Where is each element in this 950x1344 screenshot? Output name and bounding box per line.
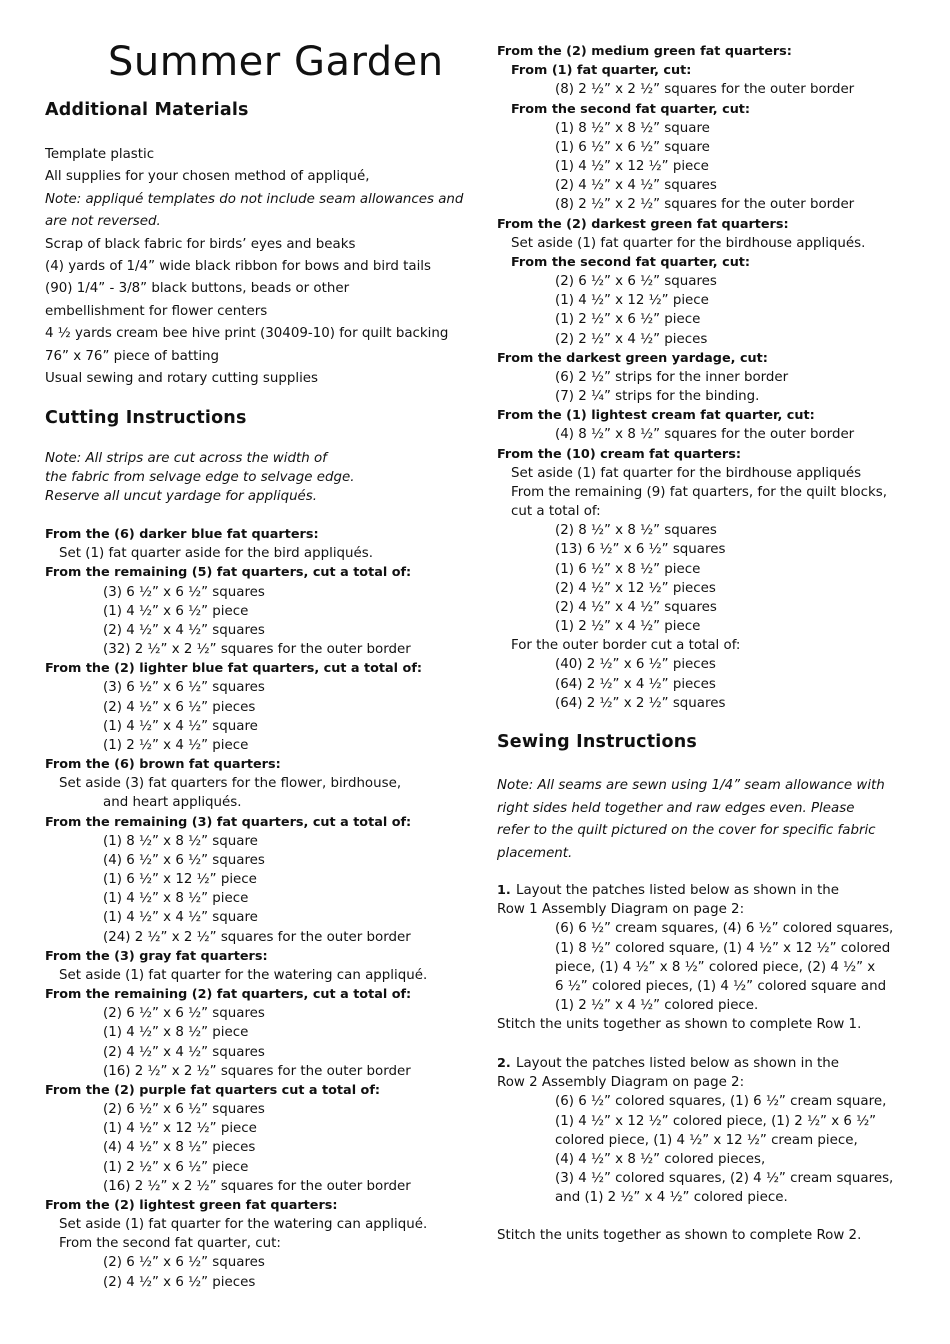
cutting-note-line: Reserve all uncut yardage for appliqués. [45, 489, 318, 504]
materials-item: Scrap of black fabric for birds’ eyes and beaks [45, 237, 356, 252]
cutting-item: Set aside (1) fat quarter for the watering can appliqué. [59, 968, 428, 983]
sewing-note-line: refer to the quilt pictured on the cover for specific fabric [497, 823, 876, 838]
cutting-item: (2) 4 ½” x 4 ½” squares [555, 178, 717, 193]
cutting-item: (40) 2 ½” x 6 ½” pieces [555, 657, 716, 672]
cutting-item: (6) 2 ½” strips for the inner border [555, 370, 789, 385]
cutting-item: (64) 2 ½” x 2 ½” squares [555, 696, 726, 711]
cutting-group-heading: From the (2) purple fat quarters cut a total of: [45, 1083, 381, 1098]
cutting-item: For the outer border cut a total of: [511, 638, 741, 653]
cutting-item: (1) 6 ½” x 6 ½” square [555, 140, 710, 155]
step-line: 6 ½” colored pieces, (1) 4 ½” colored square and [555, 979, 887, 994]
cutting-item: (1) 6 ½” x 12 ½” piece [103, 872, 257, 887]
cutting-group-heading: From the darkest green yardage, cut: [497, 351, 768, 366]
cutting-item: (2) 6 ½” x 6 ½” squares [103, 1102, 265, 1117]
cutting-group-heading: From the (1) lightest cream fat quarter, cut: [497, 408, 815, 423]
materials-item: Usual sewing and rotary cutting supplies [45, 371, 319, 386]
cutting-item: (1) 4 ½” x 12 ½” piece [555, 159, 709, 174]
page-title: Summer Garden [108, 39, 444, 85]
cutting-item: (16) 2 ½” x 2 ½” squares for the outer border [103, 1179, 411, 1194]
cutting-instructions-heading: Cutting Instructions [45, 408, 247, 428]
step-line: colored piece, (1) 4 ½” x 12 ½” cream piece, [555, 1133, 858, 1148]
materials-item: (4) yards of 1/4” wide black ribbon for bows and bird tails [45, 259, 432, 274]
cutting-item: Set aside (1) fat quarter for the birdhouse appliqués [511, 466, 862, 481]
cutting-item: (2) 2 ½” x 4 ½” pieces [555, 332, 708, 347]
cutting-group-heading: From the second fat quarter, cut: [511, 102, 751, 117]
cutting-group-heading: From the (2) medium green fat quarters: [497, 44, 792, 59]
cutting-item: Set aside (3) fat quarters for the flower, birdhouse, [59, 776, 402, 791]
cutting-item: (1) 2 ½” x 4 ½” piece [555, 619, 701, 634]
sewing-note-line: Note: All seams are sewn using 1/4” seam allowance with [497, 778, 885, 793]
cutting-group-heading: From the second fat quarter, cut: [511, 255, 751, 270]
materials-item: Template plastic [45, 147, 155, 162]
cutting-group-heading: From the (6) darker blue fat quarters: [45, 527, 319, 542]
materials-item: embellishment for flower centers [45, 304, 268, 319]
cutting-group-heading: From the remaining (2) fat quarters, cut a total of: [45, 987, 412, 1002]
cutting-item: (8) 2 ½” x 2 ½” squares for the outer border [555, 197, 855, 212]
step-line: (6) 6 ½” cream squares, (4) 6 ½” colored squares, [555, 921, 894, 936]
cutting-item: (24) 2 ½” x 2 ½” squares for the outer border [103, 930, 411, 945]
cutting-group-heading: From the (2) lighter blue fat quarters, cut a total of: [45, 661, 423, 676]
cutting-item: (8) 2 ½” x 2 ½” squares for the outer border [555, 82, 855, 97]
cutting-item: (4) 4 ½” x 8 ½” pieces [103, 1140, 256, 1155]
cutting-group-heading: From the (10) cream fat quarters: [497, 447, 741, 462]
cutting-item: (2) 4 ½” x 6 ½” pieces [103, 1275, 256, 1290]
sewing-note-line: placement. [497, 846, 573, 861]
materials-item: (90) 1/4” - 3/8” black buttons, beads or other [45, 281, 350, 296]
cutting-item: cut a total of: [511, 504, 601, 519]
cutting-group-heading: From the (2) lightest green fat quarters: [45, 1198, 338, 1213]
additional-materials-heading: Additional Materials [45, 100, 249, 120]
cutting-item: (2) 6 ½” x 6 ½” squares [103, 1255, 265, 1270]
cutting-item: (2) 6 ½” x 6 ½” squares [555, 274, 717, 289]
cutting-item: (1) 2 ½” x 4 ½” piece [103, 738, 249, 753]
cutting-item: (1) 4 ½” x 4 ½” square [103, 719, 258, 734]
cutting-item: (2) 8 ½” x 8 ½” squares [555, 523, 717, 538]
cutting-item: (2) 6 ½” x 6 ½” squares [103, 1006, 265, 1021]
cutting-item: (3) 6 ½” x 6 ½” squares [103, 585, 265, 600]
cutting-group-heading: From (1) fat quarter, cut: [511, 63, 692, 78]
step-line: (4) 4 ½” x 8 ½” colored pieces, [555, 1152, 766, 1167]
cutting-item: (1) 4 ½” x 8 ½” piece [103, 1025, 249, 1040]
cutting-group-heading: From the (2) darkest green fat quarters: [497, 217, 789, 232]
cutting-item: (1) 8 ½” x 8 ½” square [555, 121, 710, 136]
step-number: 2. [497, 1056, 511, 1071]
step-number: 1. [497, 883, 511, 898]
sewing-note-line: right sides held together and raw edges even. Please [497, 801, 855, 816]
step-line: (1) 4 ½” x 12 ½” colored piece, (1) 2 ½” x 6 ½” [555, 1114, 877, 1129]
step-line: Layout the patches listed below as shown in the [516, 1056, 840, 1071]
cutting-item: (1) 2 ½” x 6 ½” piece [103, 1160, 249, 1175]
step-line: Row 2 Assembly Diagram on page 2: [497, 1075, 745, 1090]
cutting-item: (2) 4 ½” x 6 ½” pieces [103, 700, 256, 715]
materials-item: 76” x 76” piece of batting [45, 349, 220, 364]
materials-item: 4 ½ yards cream bee hive print (30409-10) for quilt backing [45, 326, 449, 341]
step-line: (1) 2 ½” x 4 ½” colored piece. [555, 998, 759, 1013]
cutting-item: (1) 4 ½” x 8 ½” piece [103, 891, 249, 906]
step-2-closing: Stitch the units together as shown to complete Row 2. [497, 1228, 862, 1243]
cutting-item: (64) 2 ½” x 4 ½” pieces [555, 677, 716, 692]
step-line: (3) 4 ½” colored squares, (2) 4 ½” cream squares, [555, 1171, 894, 1186]
cutting-item: (1) 4 ½” x 6 ½” piece [103, 604, 249, 619]
cutting-item: (2) 4 ½” x 12 ½” pieces [555, 581, 716, 596]
materials-item: Note: appliqué templates do not include seam allowances and [45, 192, 464, 207]
step-line: piece, (1) 4 ½” x 8 ½” colored piece, (2) 4 ½” x [555, 960, 876, 975]
cutting-item: (1) 4 ½” x 12 ½” piece [103, 1121, 257, 1136]
cutting-item: Set aside (1) fat quarter for the birdhouse appliqués. [511, 236, 866, 251]
cutting-item: From the second fat quarter, cut: [59, 1236, 281, 1251]
cutting-item: (32) 2 ½” x 2 ½” squares for the outer border [103, 642, 411, 657]
cutting-item: (2) 4 ½” x 4 ½” squares [103, 623, 265, 638]
cutting-group-heading: From the (3) gray fat quarters: [45, 949, 268, 964]
cutting-item: (16) 2 ½” x 2 ½” squares for the outer border [103, 1064, 411, 1079]
cutting-item: (4) 6 ½” x 6 ½” squares [103, 853, 265, 868]
cutting-item: (2) 4 ½” x 4 ½” squares [103, 1045, 265, 1060]
cutting-item: (1) 4 ½” x 4 ½” square [103, 910, 258, 925]
cutting-item: (2) 4 ½” x 4 ½” squares [555, 600, 717, 615]
cutting-group-heading: From the remaining (5) fat quarters, cut a total of: [45, 565, 412, 580]
step-line: (1) 8 ½” colored square, (1) 4 ½” x 12 ½” colored [555, 941, 891, 956]
cutting-item: (1) 4 ½” x 12 ½” piece [555, 293, 709, 308]
cutting-item: (4) 8 ½” x 8 ½” squares for the outer border [555, 427, 855, 442]
step-line: Row 1 Assembly Diagram on page 2: [497, 902, 745, 917]
cutting-item: Set (1) fat quarter aside for the bird appliqués. [59, 546, 373, 561]
step-line: Stitch the units together as shown to complete Row 1. [497, 1017, 862, 1032]
sewing-instructions-heading: Sewing Instructions [497, 732, 697, 752]
cutting-group-heading: From the (6) brown fat quarters: [45, 757, 281, 772]
cutting-item: (1) 6 ½” x 8 ½” piece [555, 562, 701, 577]
cutting-item: (1) 8 ½” x 8 ½” square [103, 834, 258, 849]
cutting-item: Set aside (1) fat quarter for the watering can appliqué. [59, 1217, 428, 1232]
step-line: Layout the patches listed below as shown in the [516, 883, 840, 898]
materials-item: All supplies for your chosen method of appliqué, [45, 169, 370, 184]
cutting-note-line: Note: All strips are cut across the width of [45, 451, 327, 466]
cutting-item: and heart appliqués. [103, 795, 242, 810]
cutting-item: (3) 6 ½” x 6 ½” squares [103, 680, 265, 695]
cutting-item: (1) 2 ½” x 6 ½” piece [555, 312, 701, 327]
cutting-item: (13) 6 ½” x 6 ½” squares [555, 542, 726, 557]
cutting-item: (7) 2 ¼” strips for the binding. [555, 389, 760, 404]
step-line: and (1) 2 ½” x 4 ½” colored piece. [555, 1190, 788, 1205]
cutting-item: From the remaining (9) fat quarters, for the quilt blocks, [511, 485, 887, 500]
cutting-group-heading: From the remaining (3) fat quarters, cut a total of: [45, 815, 412, 830]
cutting-note-line: the fabric from selvage edge to selvage edge. [45, 470, 355, 485]
materials-item: are not reversed. [45, 214, 161, 229]
step-line: (6) 6 ½” colored squares, (1) 6 ½” cream square, [555, 1094, 887, 1109]
